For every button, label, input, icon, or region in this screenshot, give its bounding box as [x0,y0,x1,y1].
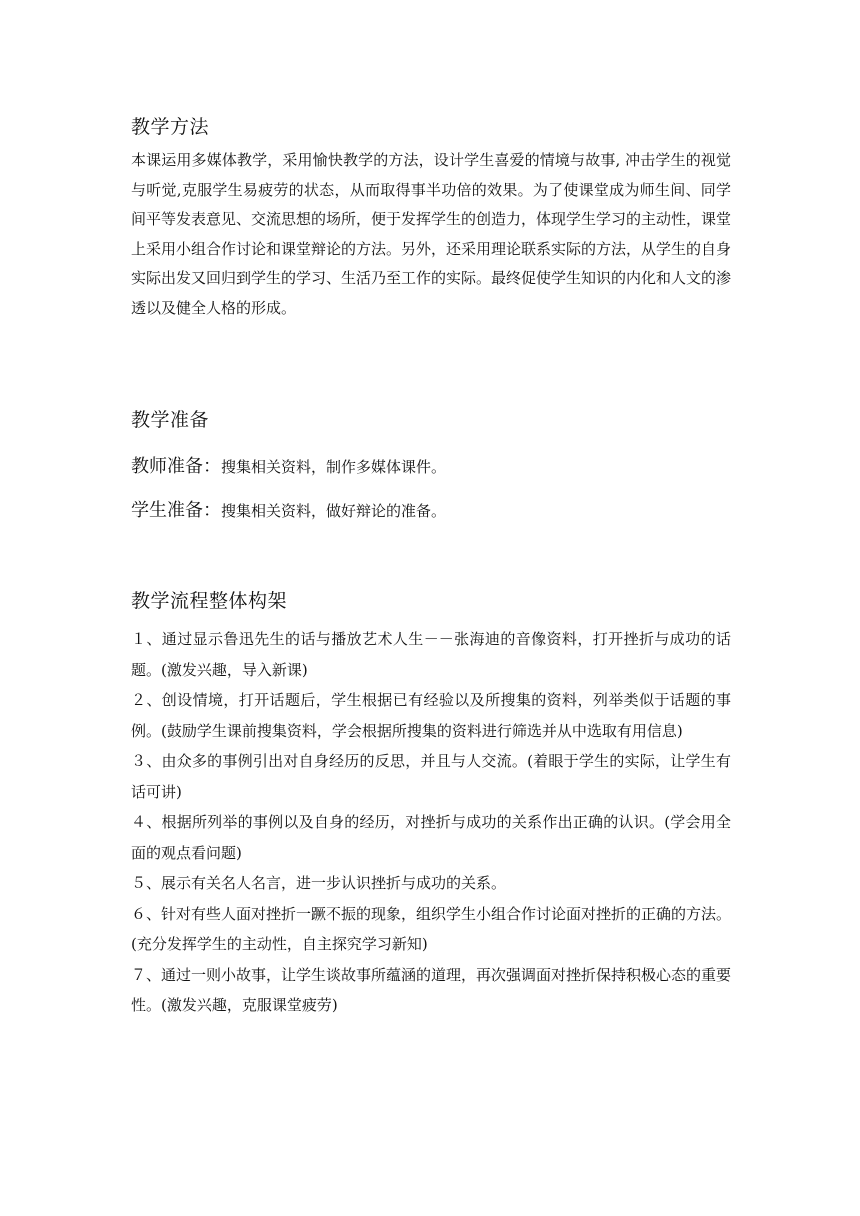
student-preparation-label: 学生准备： [131,500,221,521]
teacher-preparation-label: 教师准备： [131,456,221,477]
teaching-preparation-heading: 教学准备 [131,409,210,431]
list-item: １、通过显示鲁迅先生的话与播放艺术人生－－张海迪的音像资料，打开挫折与成功的话题。(激发兴趣，导入新课) [131,630,731,679]
list-item: ７、通过一则小故事，让学生谈故事所蕴涵的道理，再次强调面对挫折保持积极心态的重要性。(激发兴趣，克服课堂疲劳) [131,965,732,1014]
teaching-flow-list [131,624,731,1021]
list-item: ４、根据所列举的事例以及自身的经历，对挫折与成功的关系作出正确的认识。(学会用全面的观点看问题) [131,813,731,862]
list-item: ６、针对有些人面对挫折一蹶不振的现象，组织学生小组合作讨论面对挫折的正确的方法。(充分发挥学生的主动性，自主探究学习新知) [131,904,732,953]
teacher-preparation-line [131,455,446,479]
teaching-methods-paragraph: 本课运用多媒体教学，采用愉快教学的方法，设计学生喜爱的情境与故事, 冲击学生的视觉与听觉,克服学生易疲劳的状态，从而取得事半功倍的效果。为了使课堂成为师生间、同学间平等发表意见、交流思想的场所，便于发挥学生的创造力，体现学生学习的主动性，课堂上采用小组合作讨论和课堂辩论的方法。另外，还采用理论联系实际的方法，从学生的自身实际出发又回归到学生的学习、生活乃至工作的实际。最终促使学生知识的内化和人文的渗透以及健全人格的形成。 [131,151,732,317]
list-item: ３、由众多的事例引出对自身经历的反思，并且与人交流。(着眼于学生的实际，让学生有话可讲) [131,752,731,801]
student-preparation-line [131,499,446,523]
list-item: ２、创设情境，打开话题后，学生根据已有经验以及所搜集的资料，列举类似于话题的事例。(鼓励学生课前搜集资料，学会根据所搜集的资料进行筛选并从中选取有用信息) [131,691,731,740]
student-preparation-text: 搜集相关资料，做好辩论的准备。 [221,502,447,520]
teaching-methods-heading: 教学方法 [131,116,210,138]
teacher-preparation-text: 搜集相关资料，制作多媒体课件。 [221,458,447,476]
teaching-flow-heading: 教学流程整体构架 [131,590,288,612]
list-item: ５、展示有关名人名言，进一步认识挫折与成功的关系。 [131,874,507,892]
